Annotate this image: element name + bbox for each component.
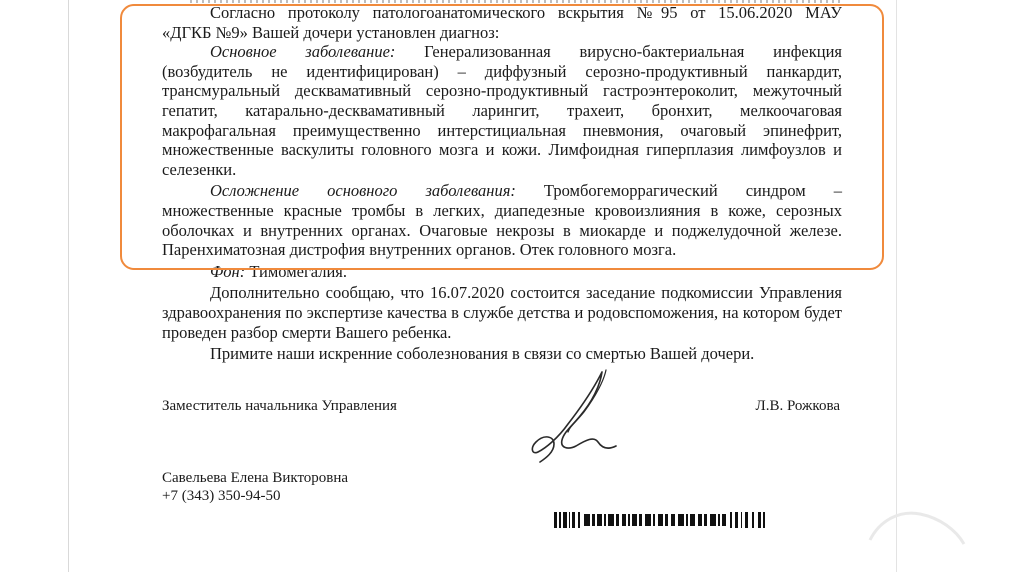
page-edge-left — [68, 0, 69, 572]
complication-intro: Тромбогеморрагический синдром – — [515, 181, 842, 201]
redacted-barcode — [554, 512, 766, 528]
main-disease-label: Основное заболевание: — [210, 42, 396, 62]
additional-info-paragraph: Дополнительно сообщаю, что 16.07.2020 состоится заседание подкомиссии Управления здравоохранения по экспертизе качества в службе детства и родовспоможения, на котором будет проведен разбор смерти Вашего ребенка. — [162, 283, 842, 342]
condolence-paragraph: Примите наши искренние соболезнования в связи со смертью Вашей дочери. — [210, 344, 755, 364]
letter-body — [162, 3, 842, 364]
handwritten-signature — [524, 366, 620, 478]
protocol-line-2: «ДГКБ №9» Вашей дочери установлен диагноз: — [162, 22, 500, 42]
complication-text: множественные красные тромбы в легких, диапедезные кровоизлияния в коже, серозных оболочках и внутренних органах. Очаговые некрозы в миокарде и поджелудочной железе. Паренхиматозная дистрофия внутренних органов. Отек головного мозга. — [162, 200, 842, 260]
author-name: Савельева Елена Викторовна — [162, 470, 349, 486]
faint-watermark — [860, 500, 970, 550]
signer-position: Заместитель начальника Управления — [162, 398, 397, 414]
main-disease-text: (возбудитель не идентифицирован) – диффузный серозно-продуктивный панкардит, трансмуральный десквамативный серозно-продуктивный гастроэнтероколит, межуточный гепатит, катарально-десквамативный ларингит, трахеит, бронхит, мелкоочаговая макрофагальная преимущественно интерстициальная пневмония, очаговый эпинефрит, множественные васкулиты головного мозга и кожи. Лимфоидная гиперплазия лимфоузлов и селезенки. — [162, 61, 842, 179]
protocol-line-1: Согласно протоколу патологоанатомического вскрытия №95 от 15.06.2020 МАУ — [210, 3, 842, 22]
main-disease-line — [162, 42, 842, 62]
author-contact — [162, 469, 348, 505]
background-text: Тимомегалия. — [245, 261, 347, 281]
signer-name: Л.В. Рожкова — [755, 398, 840, 414]
complication-line — [162, 181, 842, 201]
main-disease-intro: Генерализованная вирусно-бактериальная инфекция — [395, 42, 843, 62]
background-label: Фон: — [210, 261, 246, 281]
background-line — [162, 262, 842, 282]
complication-label: Осложнение основного заболевания: — [210, 181, 516, 201]
author-phone: +7 (343) 350-94-50 — [162, 488, 281, 504]
page-edge-right — [896, 0, 897, 572]
